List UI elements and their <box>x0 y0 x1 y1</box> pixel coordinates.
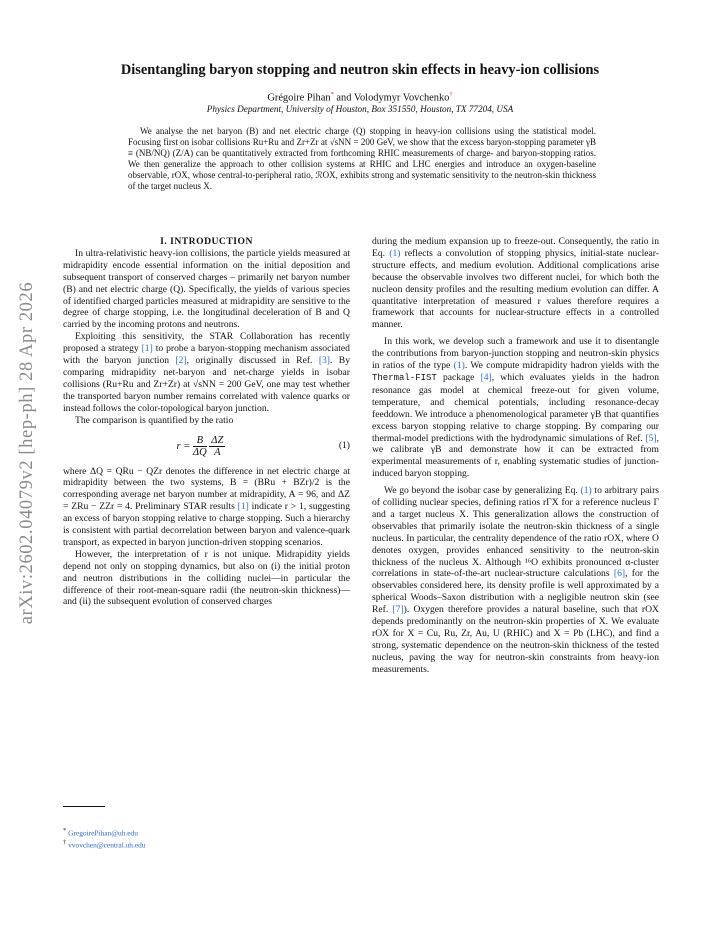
citation-link[interactable]: [3] <box>318 355 330 367</box>
equation-1 <box>63 435 350 458</box>
right-column <box>372 236 659 676</box>
author-separator: and <box>333 92 354 104</box>
footnote: * GregoirePihan@uh.edu <box>63 827 138 838</box>
footnotes <box>63 826 146 851</box>
affiliation: Physics Department, University of Houston, Box 351550, Houston, TX 77204, USA <box>206 104 514 114</box>
email-link[interactable]: vvovchen@central.uh.edu <box>68 840 146 850</box>
citation-link[interactable]: [7] <box>392 604 404 616</box>
equation-link[interactable]: (1) <box>389 247 401 259</box>
equation-body: r = $\frac{B}{\Delta Q}$ $\frac{\Delta Z}{A}$ <box>176 434 224 458</box>
footnote: † vvovchen@central.uh.edu <box>63 839 146 850</box>
paragraph: In ultra-relativistic heavy-ion collisions, the particle yields measured at midrapidity encode essential information on the initial deposition and subsequent transport of conserved charges – primarily net baryon number (B) and net electric charge (Q). Specifically, the yields of various species of identified charged particles measured at midrapidity are sensitive to the degree of charge stopping, i.e. the longitudinal deceleration of B and Q carried by the incoming protons and neutrons. <box>63 247 350 331</box>
paragraph: where ΔQ = QRu − QZr denotes the difference in net electric charge at midrapidity between the two systems, B = (BRu + BZr)/2 is the corresponding average net baryon number at midrapidity, A = 96, and ΔZ = ZRu − ZZr = 4. Preliminary STAR results [1] indicate r > 1, suggesting an excess of baryon stopping relative to charge stopping. Such a hierarchy is consistent with partial decorrelation between baryon and valence-quark transport, as expected in baryon junction-driven stopping scenarios. <box>63 465 350 548</box>
citation-link[interactable]: [2] <box>175 355 187 367</box>
paragraph: The comparison is quantified by the ratio <box>75 414 234 426</box>
arxiv-identifier: arXiv:2602.04079v2 [hep-ph] 28 Apr 2026 <box>17 281 37 625</box>
author-line <box>60 91 660 103</box>
email-link[interactable]: GregoirePihan@uh.edu <box>68 828 138 838</box>
citation-link[interactable]: [4] <box>480 371 492 383</box>
paragraph: In this work, we develop such a framework and use it to disentangle the contributions from baryon-junction stopping and neutron-skin physics in ratios of the type (1). We compute midrapidity hadron yields with the Thermal-FIST package [4], which evaluates yields in the hadron resonance gas model at chemical freeze-out for given volume, temperature, and chemical potentials, including resonance-decay feeddown. We introduce a phenomenological parameter γB that quantifies excess baryon stopping relative to charge stopping. By comparing our thermal-model predictions with the hydrodynamic simulations of Ref. [5], we calibrate γB and demonstrate how it can be extracted from experimental measurements of r, enabling systematic studies of junction-induced baryon stopping. <box>372 336 659 480</box>
citation-link[interactable]: [5] <box>645 432 657 444</box>
equation-number: (1) <box>338 440 350 452</box>
footnote-mark[interactable]: † <box>449 91 453 98</box>
equation-link[interactable]: (1) <box>453 360 465 372</box>
footnote-mark[interactable]: * <box>330 91 334 98</box>
author-name: Grégoire Pihan <box>267 92 331 104</box>
abstract: We analyse the net baryon (B) and net electric charge (Q) stopping in heavy-ion collisions using the statistical model. Focusing first on isobar collisions Ru+Ru and Zr+Zr at √sNN = 200 GeV, we show that the excess baryon-stopping parameter γB ≡ (NB/NQ) (Z/A) can be quantitatively extracted from forthcoming RHIC measurements of charge- and baryon-stopping ratios. We then generalize the approach to other collision systems at RHIC and LHC energies and introduce an oxygen-baseline observable, rOX, whose central-to-peripheral ratio, ℛOX, exhibits strong and systematic sensitivity to the neutron-skin thickness of the target nucleus X. <box>128 126 596 191</box>
paper-title: Disentangling baryon stopping and neutron skin effects in heavy-ion collisions <box>120 62 600 78</box>
paragraph: during the medium expansion up to freeze-out. Consequently, the ratio in Eq. (1) reflects a convolution of stopping physics, initial-state nuclear-structure effects, and medium evolution. Additional complications arise because the observable involves two different nuclei, for which both the nucleon density profiles and the resulting medium evolution can differ. A quantitative interpretation of measured r values therefore requires a framework that accounts for nuclear-structure effects in a controlled manner. <box>372 236 659 331</box>
citation-link[interactable]: [1] <box>141 343 153 355</box>
footnote-rule <box>63 806 105 807</box>
equation-link[interactable]: (1) <box>580 485 592 497</box>
paragraph: However, the interpretation of r is not unique. Midrapidity yields depend not only on stopping dynamics, but also on (i) the initial proton and neutron distributions in the colliding nuclei—in particular the difference of their root-mean-square radii (the neutron-skin thickness)—and (ii) the subsequent evolution of conserved charges <box>63 548 350 608</box>
paragraph: Exploiting this sensitivity, the STAR Collaboration has recently proposed a strategy [1] to probe a baryon-stopping mechanism associated with the baryon junction [2], originally discussed in Ref. [3]. By comparing midrapidity net-baryon and net-charge yields in isobar collisions (Ru+Ru and Zr+Zr) at √sNN = 200 GeV, one may test whether the transported baryon number remains correlated with valence quarks or instead follows the color-topological baryon junction. <box>63 331 350 414</box>
citation-link[interactable]: [6] <box>613 568 626 580</box>
section-heading: I. INTRODUCTION <box>160 236 253 247</box>
citation-link[interactable]: [1] <box>237 501 249 513</box>
paragraph: We go beyond the isobar case by generalizing Eq. (1) to arbitrary pairs of colliding nuclear species, defining ratios rΓX for a reference nucleus Γ and a target nucleus X. This generalization allows the construction of observables that primarily isolate the neutron-skin thickness of a single nucleus. In particular, the centrality dependence of the ratio rOX, where O denotes oxygen, provides enhanced sensitivity to the neutron-skin thickness of the nucleus X. Although ¹⁶O exhibits pronounced α-cluster correlations in state-of-the-art nuclear-structure calculations [6], for the observables considered here, its density profile is well approximated by a spherical Woods–Saxon distribution with a negligible neutron skin (see Ref. [7]). Oxygen therefore provides a natural baseline, such that rOX depends predominantly on the neutron-skin properties of X. We evaluate rOX for X = Cu, Ru, Zr, Au, U (RHIC) and X = Pb (LHC), and find a strong, systematic dependence on the neutron-skin thickness of the tested nucleus, paving the way for neutron-skin constraints from heavy-ion measurements. <box>372 485 659 675</box>
package-name: Thermal-FIST <box>372 372 437 383</box>
left-column <box>63 236 350 608</box>
author-name: Volodymyr Vovchenko <box>353 92 450 104</box>
